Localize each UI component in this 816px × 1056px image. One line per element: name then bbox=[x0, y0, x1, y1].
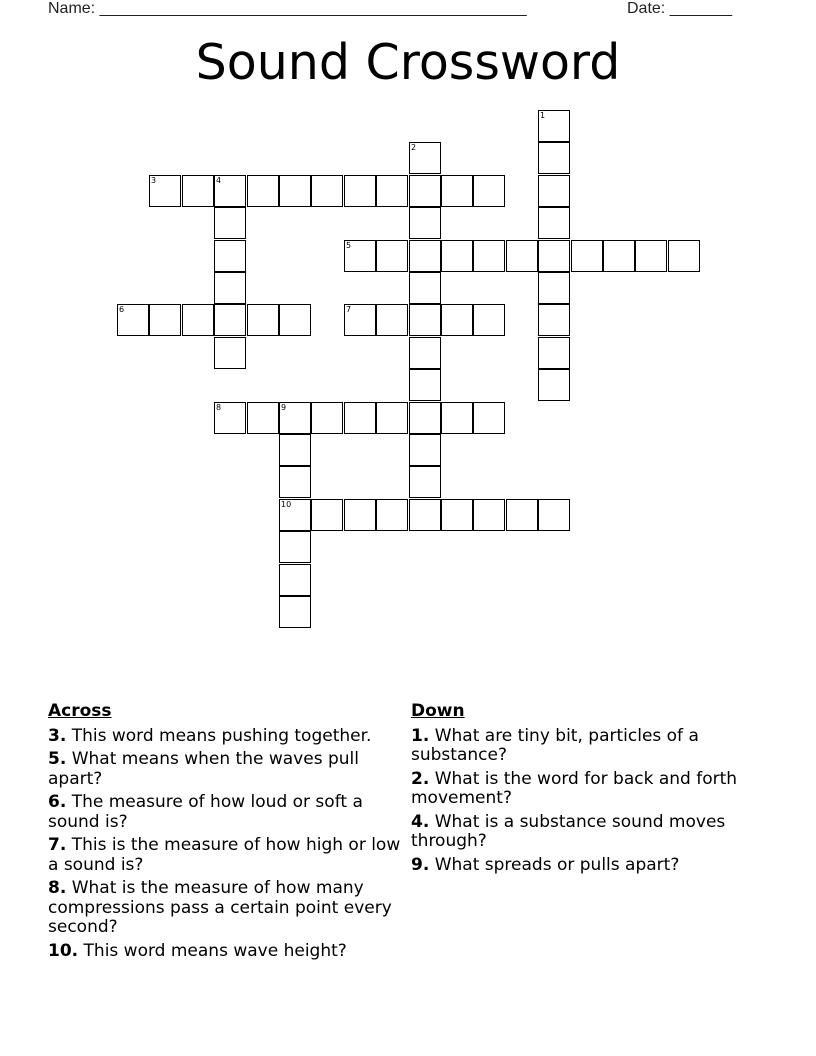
grid-cell[interactable] bbox=[538, 207, 570, 239]
grid-cell[interactable] bbox=[344, 402, 376, 434]
grid-cell[interactable] bbox=[376, 304, 408, 336]
cell-number: 6 bbox=[119, 305, 125, 314]
grid-cell[interactable] bbox=[344, 175, 376, 207]
clue-number: 2. bbox=[411, 768, 430, 789]
grid-cell[interactable] bbox=[182, 304, 214, 336]
clue-number: 3. bbox=[48, 725, 67, 746]
grid-cell[interactable] bbox=[668, 240, 700, 272]
grid-cell[interactable] bbox=[603, 240, 635, 272]
grid-cell[interactable] bbox=[376, 402, 408, 434]
clue-text: What is the word for back and forth movement? bbox=[411, 768, 738, 808]
grid-cell[interactable] bbox=[441, 304, 473, 336]
cell-number: 7 bbox=[346, 305, 352, 314]
clue-number: 10. bbox=[48, 940, 79, 961]
down-heading: Down bbox=[411, 701, 465, 721]
grid-cell[interactable] bbox=[214, 207, 246, 239]
grid-cell[interactable] bbox=[441, 402, 473, 434]
clue-text: What spreads or pulls apart? bbox=[434, 854, 680, 875]
grid-cell[interactable] bbox=[473, 499, 505, 531]
grid-cell[interactable] bbox=[311, 402, 343, 434]
grid-cell[interactable] bbox=[182, 175, 214, 207]
grid-cell[interactable] bbox=[409, 402, 441, 434]
grid-cell[interactable] bbox=[409, 434, 441, 466]
clue-down-2 bbox=[411, 770, 751, 809]
clue-across-7 bbox=[48, 836, 408, 875]
grid-cell[interactable] bbox=[409, 240, 441, 272]
clue-number: 8. bbox=[48, 878, 67, 898]
cell-number: 10 bbox=[281, 500, 292, 509]
clue-across-3 bbox=[48, 727, 408, 747]
across-heading: Across bbox=[48, 701, 112, 721]
cell-number: 5 bbox=[346, 241, 352, 250]
across-clues bbox=[48, 702, 408, 965]
clue-across-10 bbox=[48, 942, 408, 962]
cell-number: 8 bbox=[216, 403, 222, 412]
grid-cell[interactable] bbox=[279, 531, 311, 563]
grid-cell[interactable] bbox=[279, 466, 311, 498]
down-clues bbox=[411, 702, 751, 879]
grid-cell[interactable] bbox=[311, 499, 343, 531]
grid-cell[interactable] bbox=[376, 175, 408, 207]
grid-cell[interactable] bbox=[214, 240, 246, 272]
grid-cell[interactable] bbox=[635, 240, 667, 272]
clue-text: This word means pushing together. bbox=[71, 725, 372, 746]
clue-number: 9. bbox=[411, 854, 430, 875]
clue-text: The measure of how loud or soft a sound is? bbox=[48, 792, 363, 832]
grid-cell[interactable] bbox=[409, 207, 441, 239]
grid-cell[interactable] bbox=[538, 272, 570, 304]
grid-cell[interactable] bbox=[279, 304, 311, 336]
grid-cell[interactable] bbox=[376, 240, 408, 272]
grid-cell[interactable] bbox=[214, 304, 246, 336]
grid-cell[interactable] bbox=[409, 272, 441, 304]
grid-cell[interactable] bbox=[376, 499, 408, 531]
clue-number: 4. bbox=[411, 811, 430, 832]
grid-cell[interactable] bbox=[473, 175, 505, 207]
clue-down-4 bbox=[411, 813, 751, 852]
grid-cell[interactable] bbox=[279, 175, 311, 207]
grid-cell[interactable] bbox=[214, 337, 246, 369]
grid-cell[interactable] bbox=[473, 240, 505, 272]
grid-cell[interactable] bbox=[279, 596, 311, 628]
clue-down-1 bbox=[411, 727, 751, 766]
grid-cell[interactable] bbox=[311, 175, 343, 207]
grid-cell[interactable] bbox=[441, 499, 473, 531]
grid-cell[interactable] bbox=[473, 304, 505, 336]
grid-cell[interactable] bbox=[409, 499, 441, 531]
clue-number: 7. bbox=[48, 835, 67, 855]
clue-text: What is the measure of how many compressions pass a certain point every second? bbox=[48, 878, 392, 937]
grid-cell[interactable] bbox=[409, 175, 441, 207]
grid-cell[interactable] bbox=[214, 272, 246, 304]
grid-cell[interactable] bbox=[538, 304, 570, 336]
grid-cell[interactable] bbox=[247, 304, 279, 336]
grid-cell[interactable] bbox=[409, 369, 441, 401]
grid-cell[interactable] bbox=[506, 240, 538, 272]
cell-number: 4 bbox=[216, 176, 222, 185]
clue-text: This is the measure of how high or low a sound is? bbox=[48, 835, 401, 875]
grid-cell[interactable] bbox=[149, 304, 181, 336]
name-field-label: Name: ________________________________________________ bbox=[48, 0, 527, 17]
clue-text: This word means wave height? bbox=[83, 940, 347, 961]
date-field-label: Date: _______ bbox=[627, 0, 732, 17]
grid-cell[interactable] bbox=[538, 337, 570, 369]
clue-across-5 bbox=[48, 750, 408, 789]
grid-cell[interactable] bbox=[538, 499, 570, 531]
cell-number: 3 bbox=[151, 176, 157, 185]
grid-cell[interactable] bbox=[441, 240, 473, 272]
grid-cell[interactable] bbox=[409, 337, 441, 369]
clue-across-6 bbox=[48, 793, 408, 832]
grid-cell[interactable] bbox=[409, 466, 441, 498]
grid-cell[interactable] bbox=[538, 142, 570, 174]
clue-down-9 bbox=[411, 856, 751, 876]
grid-cell[interactable] bbox=[344, 499, 376, 531]
grid-cell[interactable] bbox=[538, 240, 570, 272]
grid-cell[interactable] bbox=[538, 369, 570, 401]
clue-number: 6. bbox=[48, 792, 67, 812]
clue-across-8 bbox=[48, 879, 408, 938]
clue-text: What means when the waves pull apart? bbox=[48, 749, 359, 789]
grid-cell[interactable] bbox=[473, 402, 505, 434]
cell-number: 2 bbox=[411, 143, 417, 152]
cell-number: 9 bbox=[281, 403, 287, 412]
page-title: Sound Crossword bbox=[195, 34, 621, 91]
grid-cell[interactable] bbox=[571, 240, 603, 272]
cell-number: 1 bbox=[540, 111, 546, 120]
grid-cell[interactable] bbox=[441, 175, 473, 207]
grid-cell[interactable] bbox=[247, 175, 279, 207]
grid-cell[interactable] bbox=[409, 304, 441, 336]
grid-cell[interactable] bbox=[247, 402, 279, 434]
grid-cell[interactable] bbox=[279, 434, 311, 466]
clue-number: 1. bbox=[411, 725, 430, 746]
clue-text: What is a substance sound moves through? bbox=[411, 811, 726, 851]
grid-cell[interactable] bbox=[506, 499, 538, 531]
clue-text: What are tiny bit, particles of a substance? bbox=[411, 725, 699, 765]
grid-cell[interactable] bbox=[279, 564, 311, 596]
header bbox=[48, 0, 748, 20]
clue-number: 5. bbox=[48, 749, 67, 769]
grid-cell[interactable] bbox=[538, 175, 570, 207]
